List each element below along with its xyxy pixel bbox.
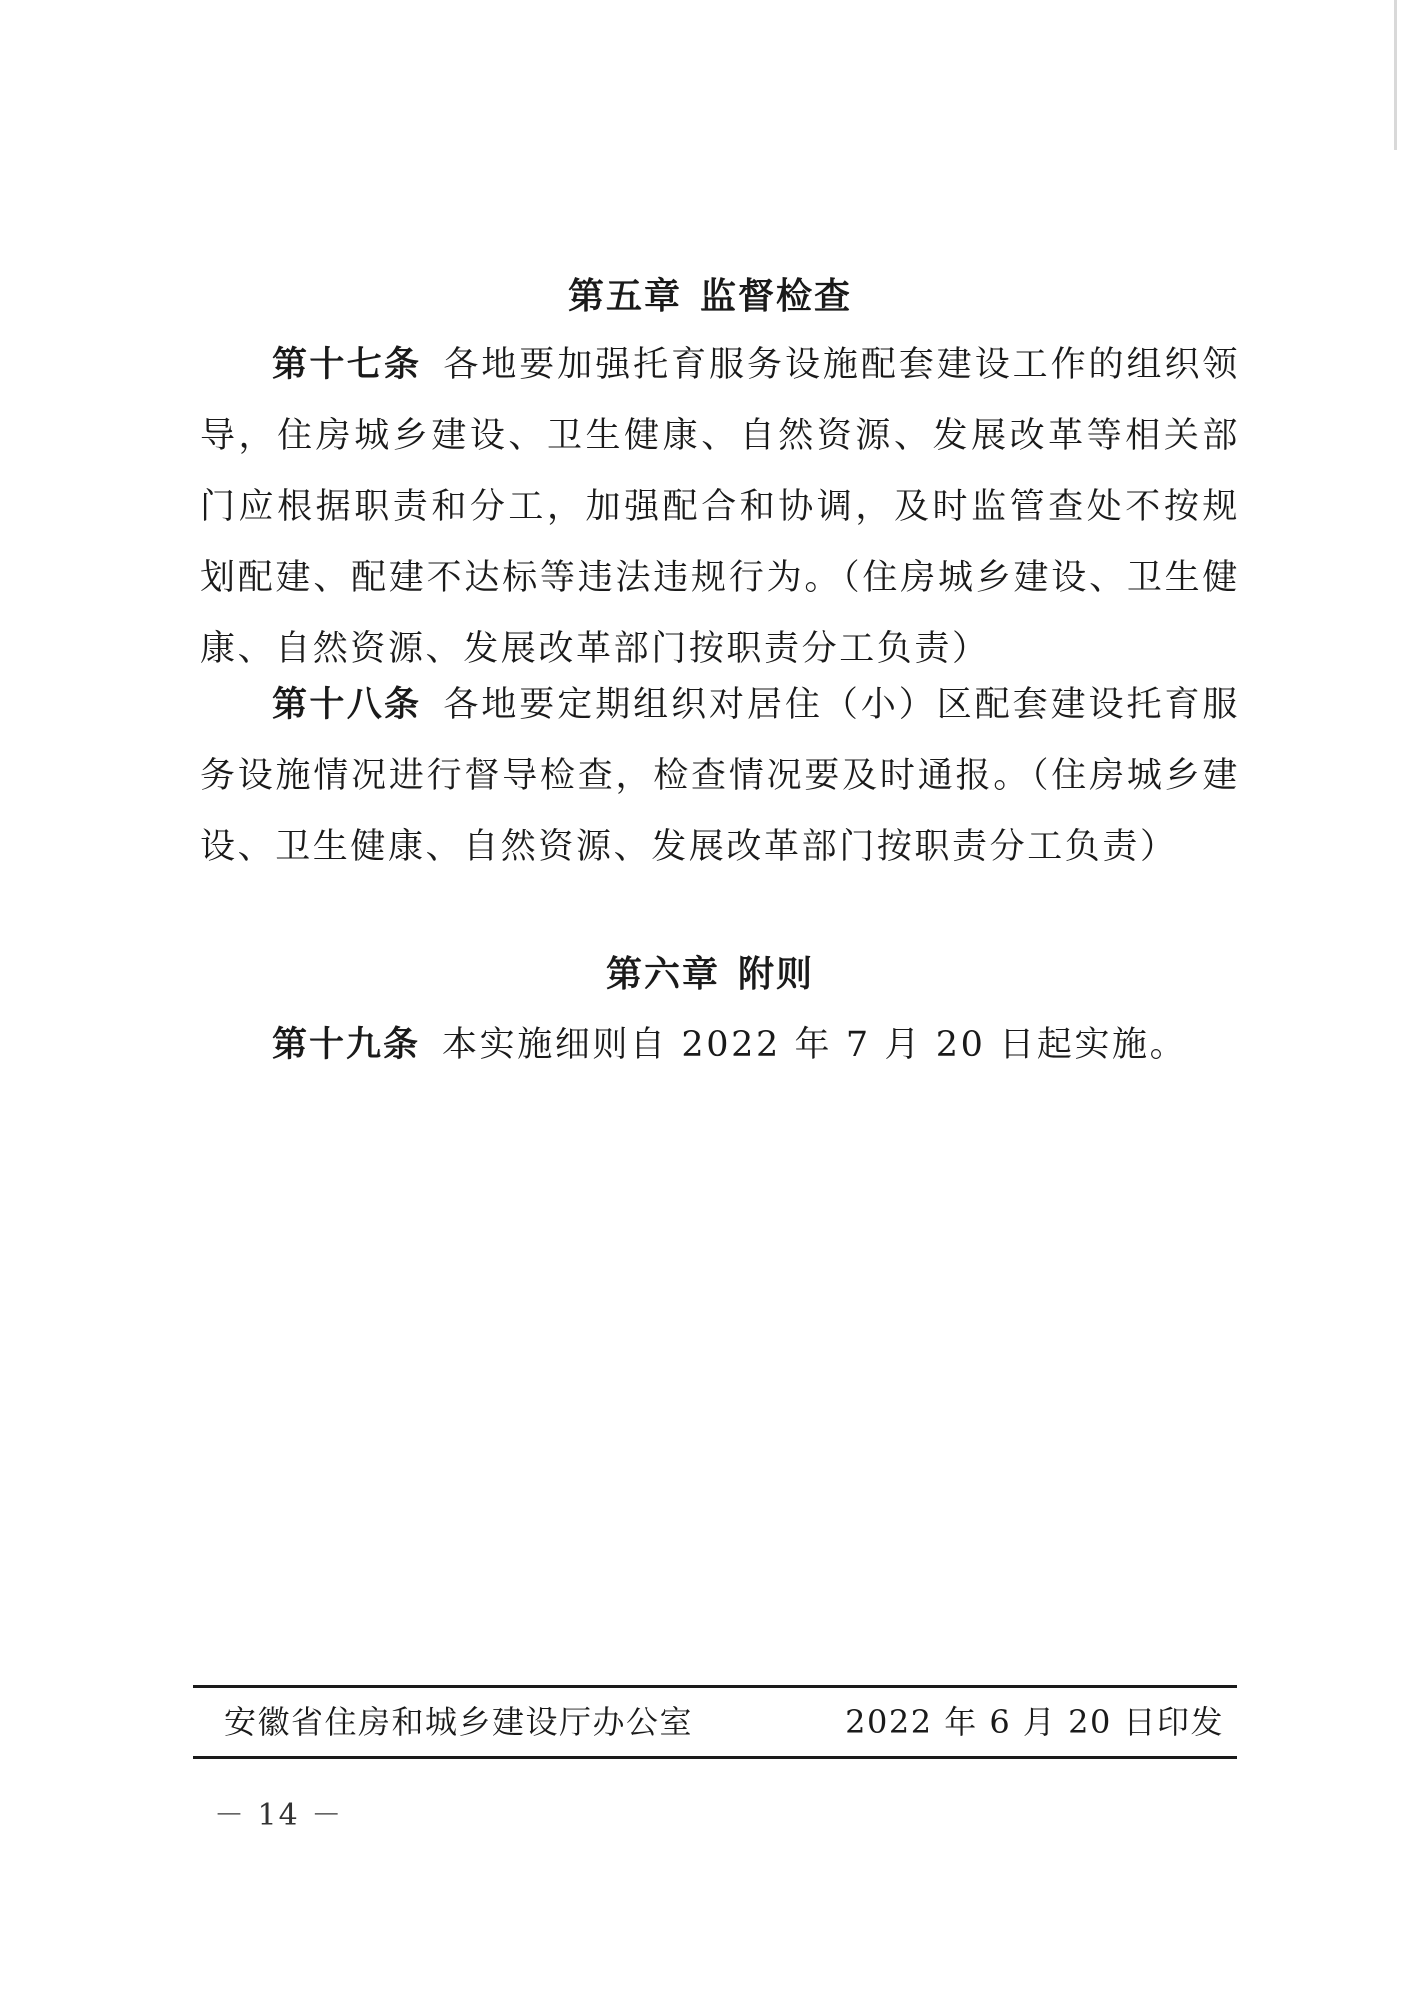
chapter-6-number: 第六章 [605, 954, 720, 995]
article-17 [200, 330, 1240, 685]
article-18-number: 第十八条 [272, 685, 422, 725]
article-18 [200, 670, 1240, 883]
article-17-number: 第十七条 [272, 345, 422, 385]
footer-top-rule [193, 1685, 1237, 1688]
chapter-5-number: 第五章 [567, 276, 682, 317]
issuance-line [224, 1700, 1224, 1744]
scan-edge-mark [1394, 0, 1397, 150]
page-number: － 14 － [214, 1798, 344, 1833]
issue-date: 2022 年 6 月 20 日印发 [845, 1703, 1224, 1741]
article-17-text: 各地要加强托育服务设施配套建设工作的组织领导，住房城乡建设、卫生健康、自然资源、发展改革等相关部门应根据职责和分工，加强配合和协调，及时监管查处不按规划配建、配建不达标等违法违规行为。（住房城乡建设、卫生健康、自然资源、发展改革部门按职责分工负责） [200, 345, 1240, 669]
chapter-5-title [0, 274, 1420, 320]
issuer-name: 安徽省住房和城乡建设厅办公室 [224, 1703, 694, 1741]
chapter-6-title [0, 952, 1420, 998]
chapter-6-name: 附则 [738, 954, 815, 995]
article-18-text: 各地要定期组织对居住（小）区配套建设托育服务设施情况进行督导检查，检查情况要及时通报。（住房城乡建设、卫生健康、自然资源、发展改革部门按职责分工负责） [200, 685, 1240, 867]
article-19-text: 本实施细则自 2022 年 7 月 20 日起实施。 [442, 1025, 1188, 1065]
article-19 [200, 1010, 1240, 1081]
article-19-number: 第十九条 [272, 1025, 421, 1065]
footer-bottom-rule [193, 1756, 1237, 1759]
chapter-5-name: 监督检查 [700, 276, 853, 317]
